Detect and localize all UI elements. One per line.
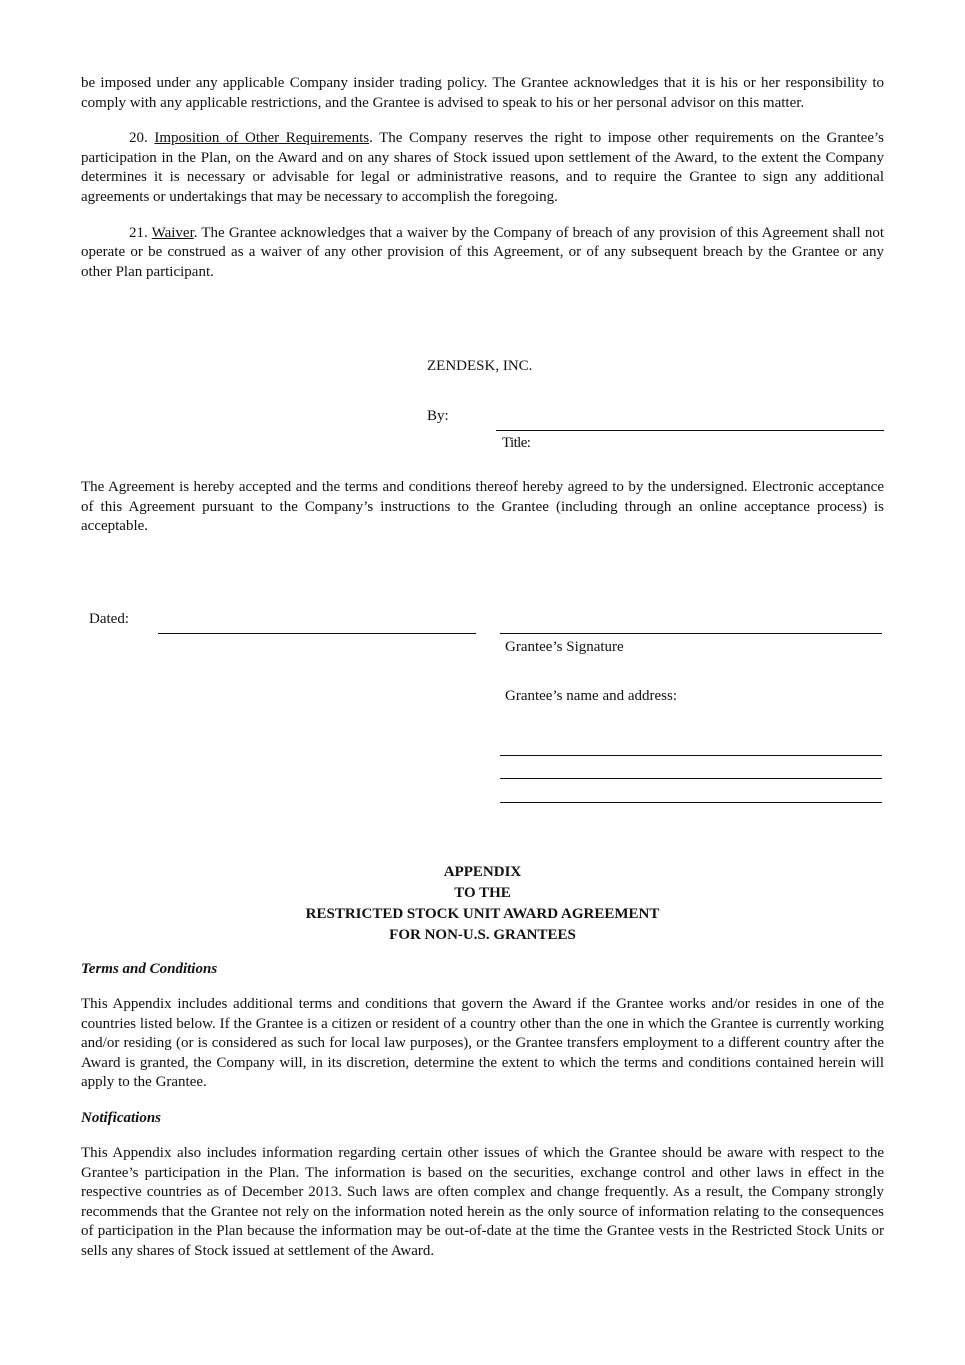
section-21-number: 21. [129,224,148,241]
by-label: By: [427,408,449,424]
section-21 [81,224,884,283]
acceptance-paragraph [81,478,884,537]
title-label: Title: [502,435,531,451]
intro-continuation: be imposed under any applicable Company insider trading policy. The Grantee acknowledges that it is his or her responsibility to comply with any applicable restrictions, and the Grantee is advised to speak to his or her personal advisor on this matter. [81,75,884,111]
appendix-title-line: FOR NON-U.S. GRANTEES [389,927,576,943]
address-line-1 [500,755,882,756]
section-20 [81,129,884,207]
notifications-paragraph [81,1144,884,1262]
dated-line [158,633,476,634]
grantee-signature-line [500,633,882,634]
company-name: ZENDESK, INC. [427,358,533,374]
section-21-body: . The Grantee acknowledges that a waiver by the Company of breach of any provision of this Agreement shall not operate or be construed as a waiver of any other provision of this Agreement, or of any subsequent breach by the Grantee or any other Plan participant. [81,224,885,280]
appendix-title [81,862,884,946]
dated-label: Dated: [89,611,129,627]
terms-paragraph [81,995,884,1093]
grantee-signature-label: Grantee’s Signature [505,639,624,655]
address-line-3 [500,802,882,803]
section-20-heading: Imposition of Other Requirements [154,130,370,147]
agreement-body [81,74,884,298]
address-line-2 [500,778,882,779]
company-signature-line [496,430,884,431]
appendix-title-line: TO THE [454,885,511,901]
appendix-title-line: APPENDIX [443,864,522,880]
notifications-heading: Notifications [81,1110,162,1126]
grantee-name-address-label: Grantee’s name and address: [505,688,678,704]
section-21-heading: Waiver [151,224,194,241]
section-20-body: . The Company reserves the right to impose other requirements on the Grantee’s participation in the Plan, on the Award and on any shares of Stock issued upon settlement of the Award, to the extent the Company determines it is necessary or advisable for legal or administrative reasons, and to require the Grantee to sign any additional agreements or undertakings that may be necessary to accomplish the foregoing. [81,130,884,205]
acceptance-text: The Agreement is hereby accepted and the terms and conditions thereof hereby agreed to by the undersigned. Electronic acceptance of this Agreement pursuant to the Company’s instructions to the Grantee (including through an online acceptance process) is acceptable. [81,479,884,535]
notifications-body: This Appendix also includes information regarding certain other issues of which the Grantee should be aware with respect to the Grantee’s participation in the Plan. The information is based on the securities, exchange control and other laws in effect in the respective countries as of December 2013. Such laws are often complex and change frequently. As a result, the Company strongly recommends that the Grantee not rely on the information noted herein as the only source of information relating to the consequences of participation in the Plan because the information may be out-of-date at the time the Grantee vests in the Restricted Stock Units or sells any shares of Stock issued at settlement of the Award. [81,1145,884,1259]
appendix-title-line: RESTRICTED STOCK UNIT AWARD AGREEMENT [305,906,660,922]
terms-heading: Terms and Conditions [81,961,218,977]
terms-body: This Appendix includes additional terms and conditions that govern the Award if the Grantee works and/or resides in one of the countries listed below. If the Grantee is a citizen or resident of a country other than the one in which the Grantee is currently working and/or residing (or is considered as such for local law purposes), or the Grantee transfers employment to a different country after the Award is granted, the Company will, in its discretion, determine the extent to which the terms and conditions contained herein will apply to the Grantee. [81,996,884,1091]
section-20-number: 20. [129,130,148,147]
